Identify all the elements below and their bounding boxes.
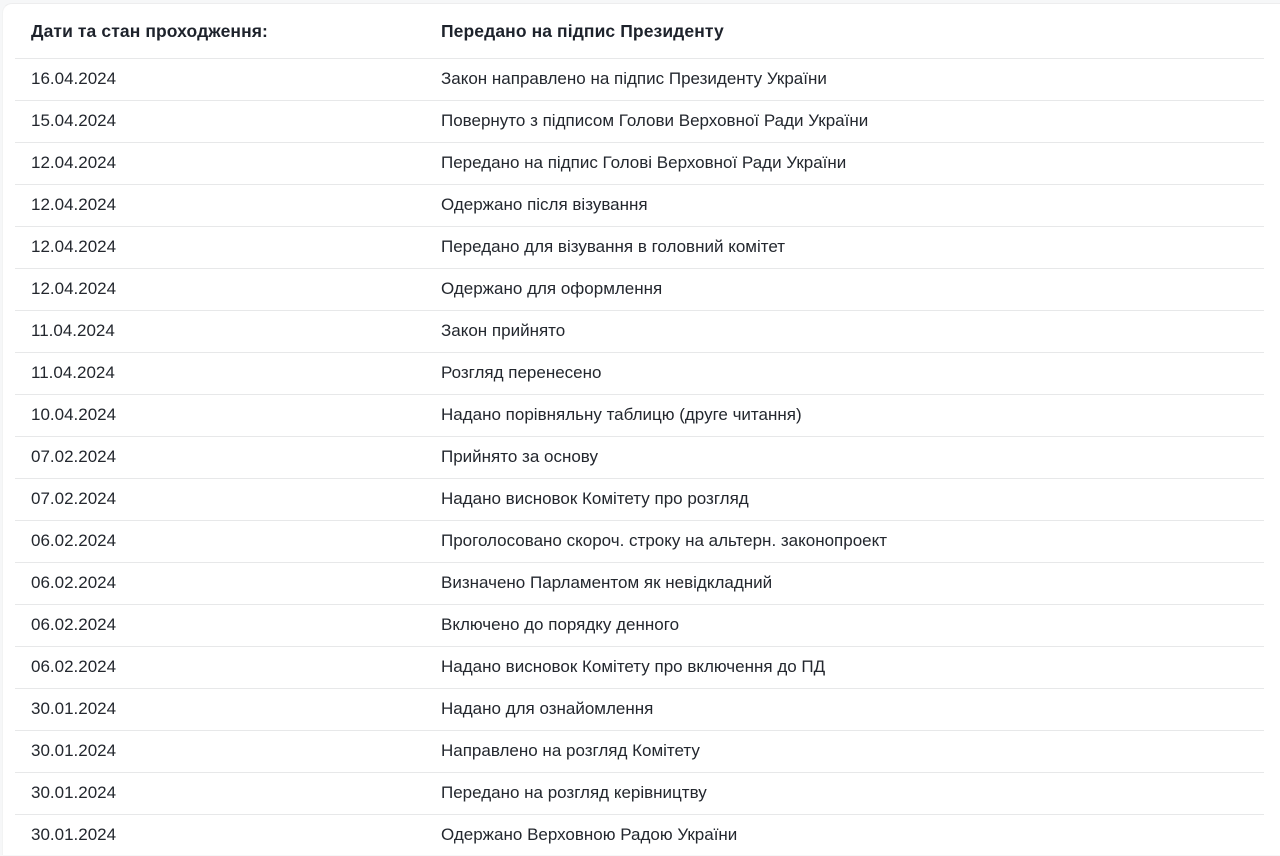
header-dates-column: Дати та стан проходження: [31, 20, 268, 41]
date-cell: 07.02.2024 [31, 489, 117, 508]
table-row [3, 58, 1280, 100]
date-cell: 30.01.2024 [31, 783, 117, 802]
table-row [3, 436, 1280, 478]
status-cell: Закон прийнято [441, 321, 566, 340]
date-cell: 30.01.2024 [31, 699, 117, 718]
table-row [3, 520, 1280, 562]
status-cell: Одержано Верховною Радою України [441, 825, 738, 844]
date-cell: 06.02.2024 [31, 615, 117, 634]
date-cell: 12.04.2024 [31, 195, 117, 214]
table-row [3, 604, 1280, 646]
header-status-column: Передано на підпис Президенту [441, 20, 724, 41]
status-cell: Одержано після візування [441, 195, 648, 214]
status-cell: Розгляд перенесено [441, 363, 602, 382]
table-row [3, 394, 1280, 436]
status-cell: Визначено Парламентом як невідкладний [441, 573, 773, 592]
date-cell: 15.04.2024 [31, 111, 117, 130]
table-row [3, 352, 1280, 394]
status-cell: Закон направлено на підпис Президенту України [441, 69, 827, 88]
table-row [3, 478, 1280, 520]
status-cell: Передано для візування в головний комітет [441, 237, 786, 256]
law-passage-table [3, 4, 1280, 856]
status-cell: Надано висновок Комітету про включення до ПД [441, 657, 826, 676]
status-cell: Передано на підпис Голові Верховної Ради України [441, 153, 847, 172]
date-cell: 11.04.2024 [31, 321, 115, 340]
table-row [3, 226, 1280, 268]
table-row [3, 772, 1280, 814]
date-cell: 12.04.2024 [31, 153, 117, 172]
table-row [3, 100, 1280, 142]
date-cell: 06.02.2024 [31, 531, 117, 550]
table-row [3, 814, 1280, 856]
status-cell: Передано на розгляд керівництву [441, 783, 707, 802]
table-row [3, 730, 1280, 772]
status-cell: Направлено на розгляд Комітету [441, 741, 700, 760]
date-cell: 30.01.2024 [31, 741, 117, 760]
table-row [3, 310, 1280, 352]
table-row [3, 142, 1280, 184]
table-row [3, 562, 1280, 604]
date-cell: 06.02.2024 [31, 573, 117, 592]
date-cell: 16.04.2024 [31, 69, 117, 88]
date-cell: 12.04.2024 [31, 237, 117, 256]
status-cell: Надано порівняльну таблицю (друге читання) [441, 405, 802, 424]
table-row [3, 268, 1280, 310]
status-cell: Надано висновок Комітету про розгляд [441, 489, 749, 508]
status-cell: Одержано для оформлення [441, 279, 663, 298]
date-cell: 10.04.2024 [31, 405, 117, 424]
date-cell: 30.01.2024 [31, 825, 117, 844]
date-cell: 07.02.2024 [31, 447, 117, 466]
status-cell: Включено до порядку денного [441, 615, 680, 634]
status-cell: Проголосовано скороч. строку на альтерн. законопроект [441, 531, 888, 550]
table-header-row [3, 4, 1280, 58]
table-body [3, 58, 1280, 856]
table-row [3, 688, 1280, 730]
law-status-card [2, 3, 1280, 855]
date-cell: 12.04.2024 [31, 279, 117, 298]
status-cell: Повернуто з підписом Голови Верховної Ради України [441, 111, 869, 130]
date-cell: 06.02.2024 [31, 657, 117, 676]
date-cell: 11.04.2024 [31, 363, 115, 382]
status-cell: Прийнято за основу [441, 447, 598, 466]
table-row [3, 646, 1280, 688]
status-cell: Надано для ознайомлення [441, 699, 654, 718]
table-row [3, 184, 1280, 226]
